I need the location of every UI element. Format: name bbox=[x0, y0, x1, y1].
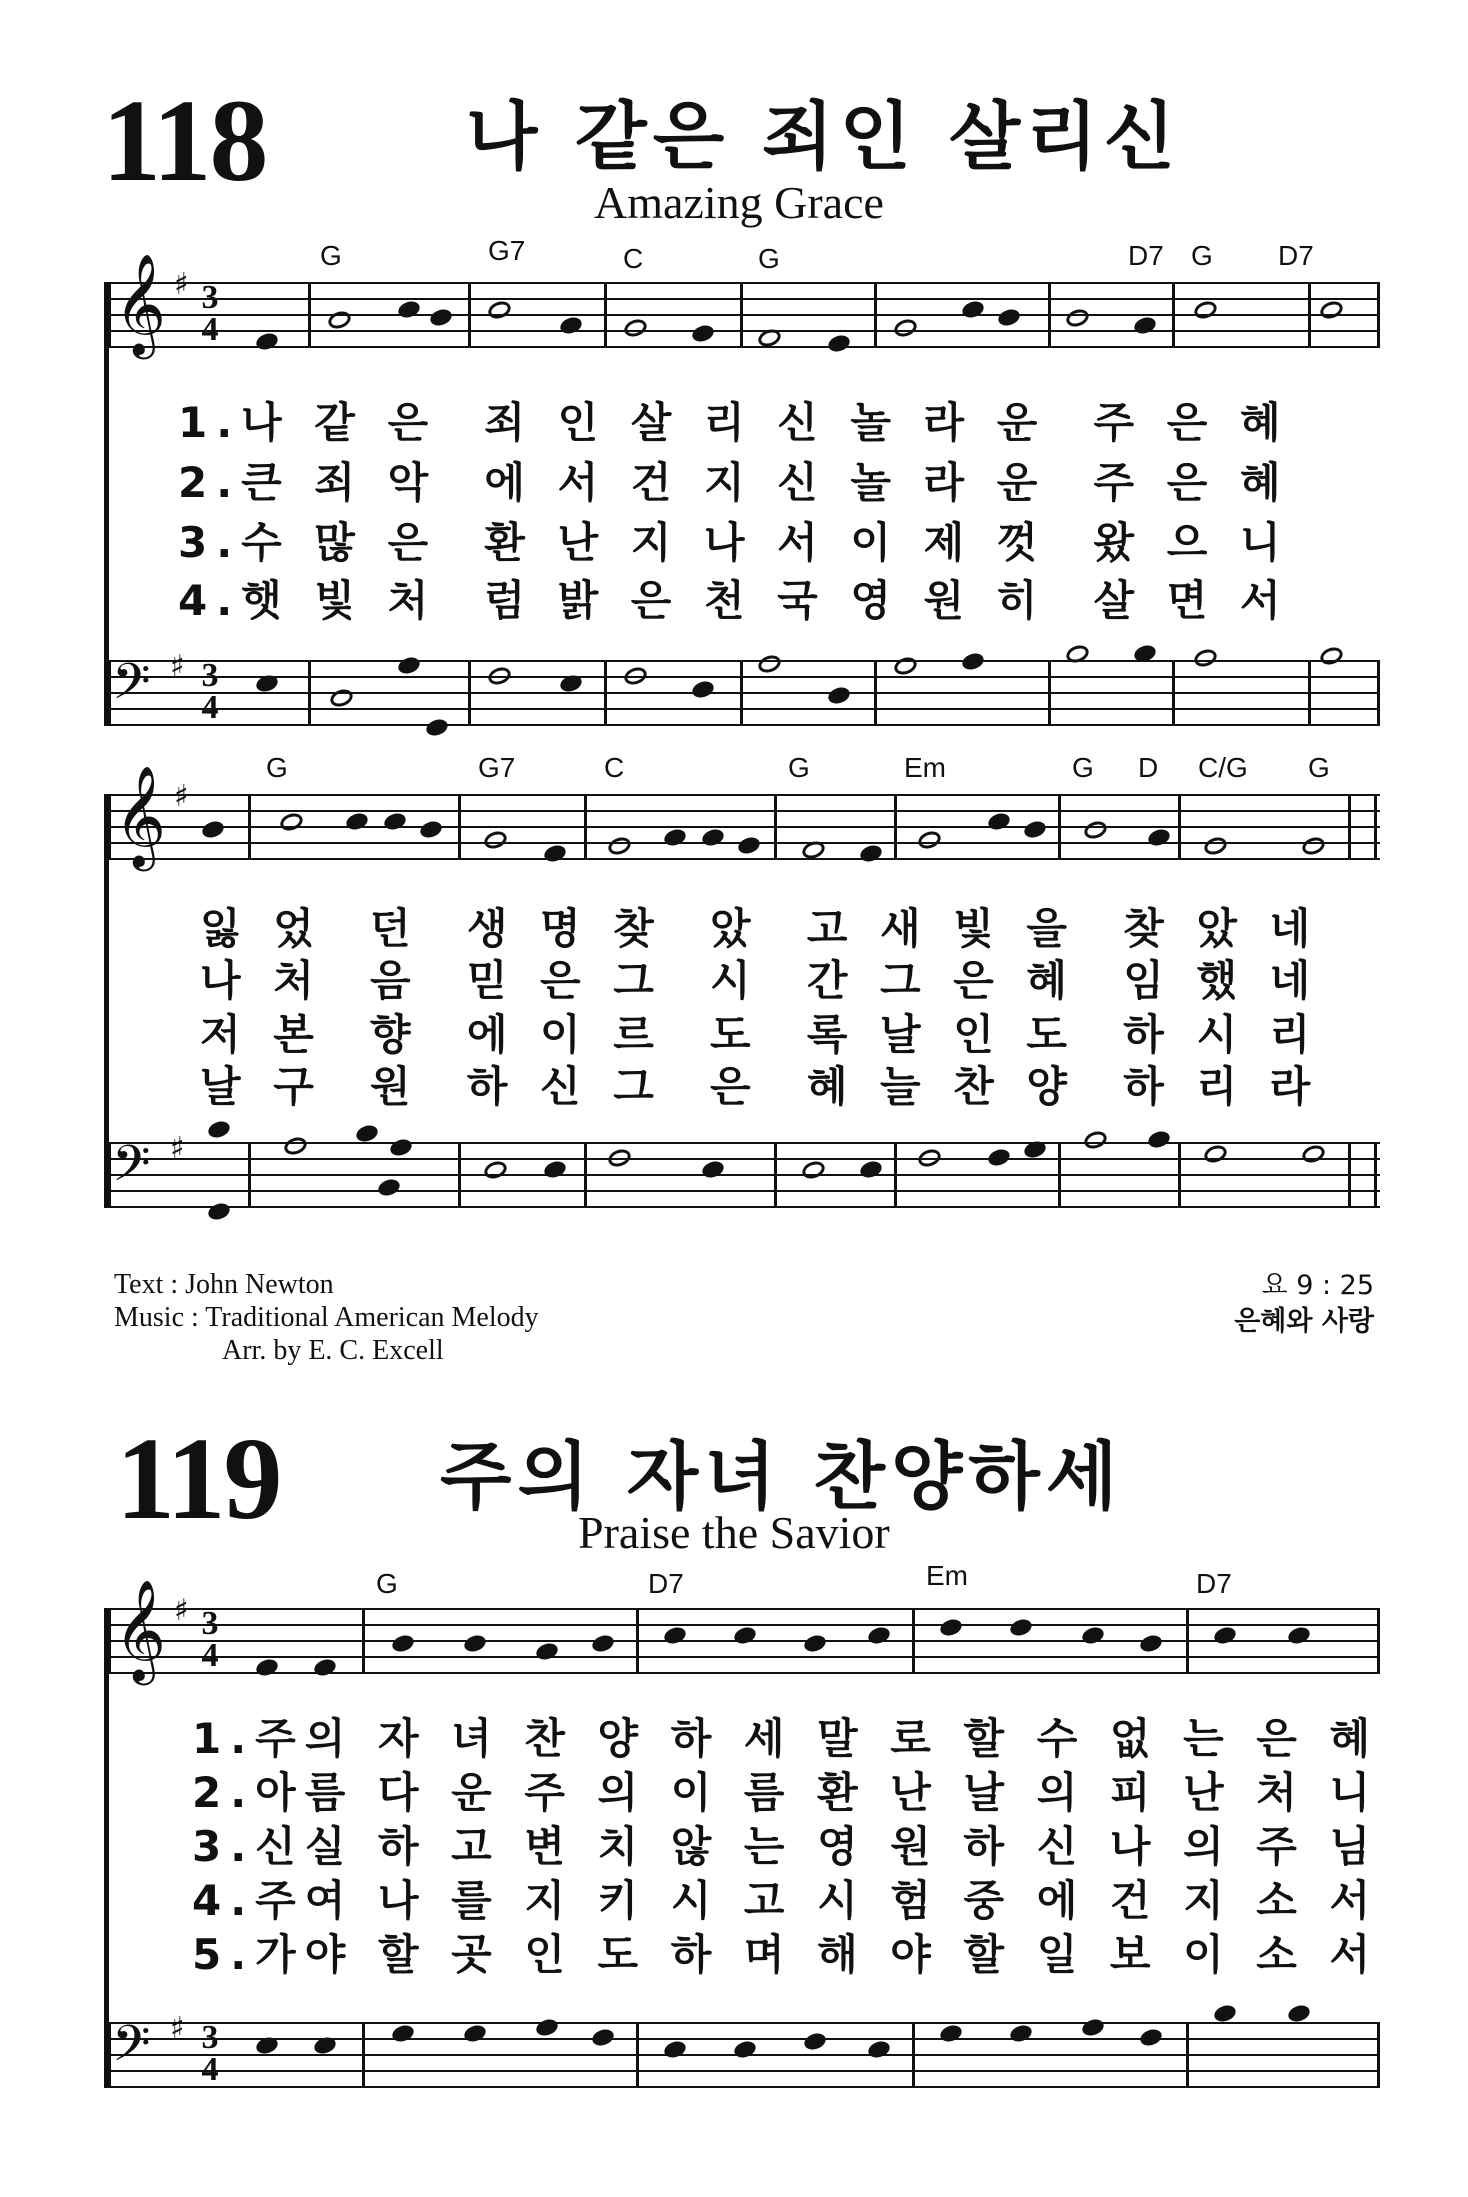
verse-line: 1.주의 자 녀 찬 양 하 세 말 로 할 수 없 는 은 혜 bbox=[192, 1714, 1380, 1763]
treble-clef-icon: 𝄞 bbox=[114, 1578, 167, 1681]
chord: G7 bbox=[478, 752, 516, 783]
chord: G bbox=[376, 1568, 398, 1599]
sharp-icon: ♯ bbox=[174, 1593, 189, 1628]
bass-staff bbox=[108, 649, 1380, 727]
system-bracket bbox=[104, 794, 109, 1208]
chord: C bbox=[623, 243, 644, 274]
chord: Em bbox=[904, 752, 946, 783]
time-signature: 3 4 bbox=[201, 279, 219, 349]
hymn-title-english: Amazing Grace bbox=[594, 177, 884, 228]
chord: C/G bbox=[1198, 752, 1248, 783]
sharp-icon: ♯ bbox=[170, 1131, 185, 1166]
chord: G7 bbox=[488, 235, 526, 266]
time-signature: 3 4 bbox=[201, 2019, 219, 2089]
credits bbox=[114, 1268, 539, 1367]
credit-music: Music : Traditional American Melody bbox=[114, 1302, 539, 1334]
chord: G bbox=[1072, 752, 1094, 783]
hymn-title-korean: 주의 자녀 찬양하세 bbox=[440, 1434, 1124, 1520]
hymn-category: 은혜와 사랑 bbox=[1234, 1306, 1374, 1338]
hymn-title-english: Praise the Savior bbox=[578, 1507, 890, 1558]
verse-line: 1.나 같 은 죄 인 살 리 신 놀 라 운 주 은 혜 bbox=[178, 398, 1290, 447]
bass-clef-icon: 𝄢 bbox=[112, 1135, 151, 1205]
verse-line: 4.주여 나 를 지 키 시 고 시 험 중 에 건 지 소 서 bbox=[192, 1876, 1380, 1925]
verse-line: 2.아름 다 운 주 의 이 름 환 난 날 의 피 난 처 니 bbox=[192, 1768, 1380, 1817]
sharp-icon: ♯ bbox=[170, 649, 185, 684]
time-signature: 3 4 bbox=[201, 1605, 219, 1675]
system-bracket bbox=[104, 282, 109, 726]
credit-arrangement: Arr. by E. C. Excell bbox=[222, 1335, 444, 1367]
scripture-reference-block bbox=[1234, 1268, 1374, 1341]
chord: D7 bbox=[1128, 240, 1164, 271]
sharp-icon: ♯ bbox=[170, 2011, 185, 2046]
hymn-title-korean: 나 같은 죄인 살리신 bbox=[466, 94, 1182, 180]
verse-line: 4.햇 빛 처 럼 밝 은 천 국 영 원 히 살 면 서 bbox=[178, 576, 1290, 625]
scripture-reference: 요 9 : 25 bbox=[1261, 1270, 1374, 1301]
verse-line: 3.신실 하 고 변 치 않 는 영 원 하 신 나 의 주 님 bbox=[192, 1822, 1380, 1871]
sharp-icon: ♯ bbox=[174, 267, 189, 302]
verse-line: 나 처 음 믿 은 그 시 간 그 은 혜 임 했 네 bbox=[200, 956, 1320, 1005]
chord: D7 bbox=[648, 1568, 684, 1599]
verse-line: 3.수 많 은 환 난 지 나 서 이 제 껏 왔 으 니 bbox=[178, 518, 1290, 567]
bass-staff bbox=[108, 1131, 1380, 1206]
verse-line: 잃 었 던 생 명 찾 았 고 새 빛 을 찾 았 네 bbox=[200, 904, 1320, 953]
bass-clef-icon: 𝄢 bbox=[112, 2015, 151, 2085]
bass-clef-icon: 𝄢 bbox=[112, 653, 151, 723]
hymn-number: 119 bbox=[116, 1413, 281, 1544]
chord: G bbox=[788, 752, 810, 783]
sharp-icon: ♯ bbox=[174, 779, 189, 814]
verse-line: 저 본 향 에 이 르 도 록 날 인 도 하 시 리 bbox=[200, 1010, 1320, 1059]
chord: D bbox=[1138, 752, 1159, 783]
hymn-number: 118 bbox=[102, 75, 267, 206]
chord: D7 bbox=[1196, 1568, 1232, 1599]
treble-clef-icon: 𝄞 bbox=[114, 764, 167, 867]
chord: G bbox=[266, 752, 288, 783]
verse-line: 2.큰 죄 악 에 서 건 지 신 놀 라 운 주 은 혜 bbox=[178, 458, 1290, 507]
treble-clef-icon: 𝄞 bbox=[114, 252, 167, 355]
verse-line: 날 구 원 하 신 그 은 혜 늘 찬 양 하 리 라 bbox=[200, 1062, 1320, 1111]
time-signature: 3 4 bbox=[201, 657, 219, 727]
bass-staff bbox=[108, 2011, 1380, 2089]
chord: C bbox=[604, 752, 625, 783]
chord: G bbox=[758, 243, 780, 274]
chord: G bbox=[1191, 240, 1213, 271]
chord: Em bbox=[926, 1560, 968, 1591]
chord: D7 bbox=[1278, 240, 1314, 271]
credit-text: Text : John Newton bbox=[114, 1269, 334, 1300]
chord: G bbox=[1308, 752, 1330, 783]
system-bracket bbox=[104, 1608, 109, 2088]
verse-line: 5.가야 할 곳 인 도 하 며 해 야 할 일 보 이 소 서 bbox=[192, 1930, 1380, 1979]
chord: G bbox=[320, 240, 342, 271]
